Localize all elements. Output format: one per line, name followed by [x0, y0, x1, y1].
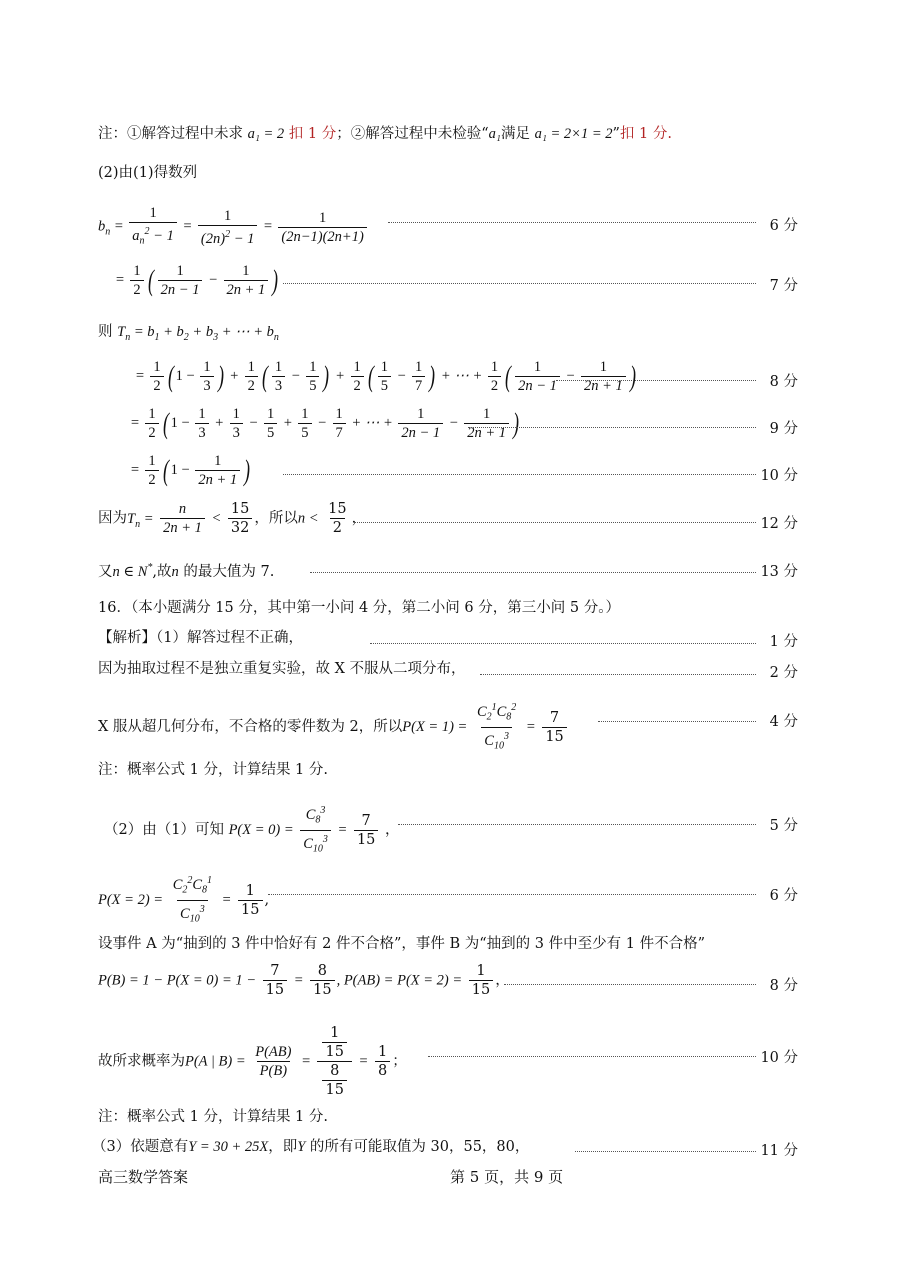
dot-leader [428, 1056, 756, 1057]
formula-line-8: = $\frac{1}{2}$ ( 1 − $\frac{1}{3}$ ) + $\frac{1}{2}$ ( $\frac{1}{3}$ − $\frac{1}{5}$ ) + $\frac{1}{2}$ ( $\frac{1}{5}$ − $\frac{1}{7}$ ) + ⋯ + $\frac{1}{2}$ ( $\frac{1}{2n - 1}$ − $\frac{1}{2n + 1}$ ) [135, 359, 636, 394]
formula-line-7: = $\frac{1}{2}$ ( $\frac{1}{2n - 1}$ − $\frac{1}{2n + 1}$ ) [115, 263, 279, 298]
dot-leader [283, 283, 756, 284]
score: 13 分 [760, 564, 798, 580]
dot-leader [354, 522, 756, 523]
q16-part3: （3）依题意有Y = 30 + 25X，即Y 的所有可能取值为 30，55，80， [92, 1139, 530, 1155]
score: 10 分 [760, 1050, 798, 1066]
q16-event-definition: 设事件 A 为“抽到的 3 件中恰好有 2 件不合格”，事件 B 为“抽到的 3 件中至少有 1 件不合格” [98, 936, 705, 952]
formula-line-13: 又n ∈ N*,故n 的最大值为 7. [98, 562, 275, 580]
score: 5 分 [769, 818, 798, 834]
q16-note-2: 注：概率公式 1 分，计算结果 1 分. [98, 1109, 328, 1125]
score: 4 分 [769, 714, 798, 730]
score: 6 分 [769, 218, 798, 234]
dot-leader [468, 427, 756, 428]
dot-leader [310, 572, 756, 573]
score: 2 分 [769, 665, 798, 681]
q16-note-1: 注：概率公式 1 分，计算结果 1 分. [98, 762, 328, 778]
score: 11 分 [760, 1143, 798, 1159]
formula-line-9: = $\frac{1}{2}$ ( 1 − $\frac{1}{3}$ + $\frac{1}{3}$ − $\frac{1}{5}$ + $\frac{1}{5}$ − $\frac{1}{7}$ + ⋯ + $\frac{1}{2n - 1}$ − $\frac{1}{2n + 1}$ ) [130, 406, 520, 441]
tn-definition: 则 $T_n = b_1 + b_2 + b_3$ + ⋯ + $b_n$ [98, 324, 279, 343]
score: 8 分 [769, 374, 798, 390]
q16-p-b-line: P(B) = 1 − P(X = 0) = 1 − $\frac{7}{15}$ = $\frac{8}{15}$ , P(AB) = P(X = 2) = $\frac{1}{15}$ ， [98, 963, 510, 998]
q16-conditional-prob: 故所求概率为P(A | B) = $\frac{P(AB)}{P(B)}$ = $\frac{\frac{1}{15}}{\frac{8}{15}}$ = $\frac{1}{8}$ ； [98, 1025, 407, 1098]
formula-line-10: = $\frac{1}{2}$ ( 1 − $\frac{1}{2n + 1}$ ) [130, 453, 251, 488]
dot-leader [283, 474, 756, 475]
dot-leader [388, 222, 756, 223]
dot-leader [398, 824, 756, 825]
q16-analysis-2: 因为抽取过程不是独立重复实验，故 X 不服从二项分布， [98, 661, 466, 677]
q16-analysis-1: 【解析】（1）解答过程不正确， [98, 630, 303, 646]
q16-part2-line: （2）由（1）可知 P(X = 0) = $\frac{C_8^3}{C_{10}^3}$ = $\frac{7}{15}$ ， [104, 802, 400, 858]
q16-heading: 16．（本小题满分 15 分，其中第一小问 4 分，第二小问 6 分，第三小问 5 分。） [98, 600, 620, 616]
q16-p-x2: P(X = 2) = $\frac{C_2^2C_8^1}{C_{10}^3}$ = $\frac{1}{15}$ , [98, 872, 269, 928]
score: 6 分 [769, 888, 798, 904]
dot-leader [370, 643, 756, 644]
dot-leader [575, 1151, 756, 1152]
formula-line-12: 因为$T_n$ = $\frac{n}{2n + 1}$ < $\frac{15}{32}$ ，所以n < $\frac{15}{2}$ ， [98, 501, 367, 536]
dot-leader [598, 721, 756, 722]
dot-leader [504, 984, 756, 985]
q16-analysis-3: X 服从超几何分布，不合格的零件数为 2，所以P(X = 1) = $\frac{C_2^1C_8^2}{C_{10}^3}$ = $\frac{7}{15}$ [98, 699, 569, 755]
formula-bn: $b_n$ = $\frac{1}{a_n^2 - 1}$ = $\frac{1}{(2n)^2 - 1}$ = $\frac{1}{(2n-1)(2n+1)}$ [98, 204, 369, 251]
dot-leader [268, 894, 756, 895]
note-line-1: 注：①解答过程中未求 a₁ = 2 扣 1 分；②解答过程中未检验“a₁满足 a₁ = 2×1 = 2”扣 1 分. [98, 126, 672, 142]
part2-intro: (2)由(1)得数列 [98, 165, 198, 181]
dot-leader [480, 674, 756, 675]
score: 7 分 [769, 278, 798, 294]
score: 1 分 [769, 634, 798, 650]
dot-leader [556, 380, 756, 381]
score: 9 分 [769, 421, 798, 437]
score: 8 分 [769, 978, 798, 994]
footer-left: 高三数学答案 [98, 1168, 189, 1186]
score: 12 分 [760, 516, 798, 532]
score: 10 分 [760, 468, 798, 484]
footer-page-number: 第 5 页，共 9 页 [450, 1168, 564, 1186]
